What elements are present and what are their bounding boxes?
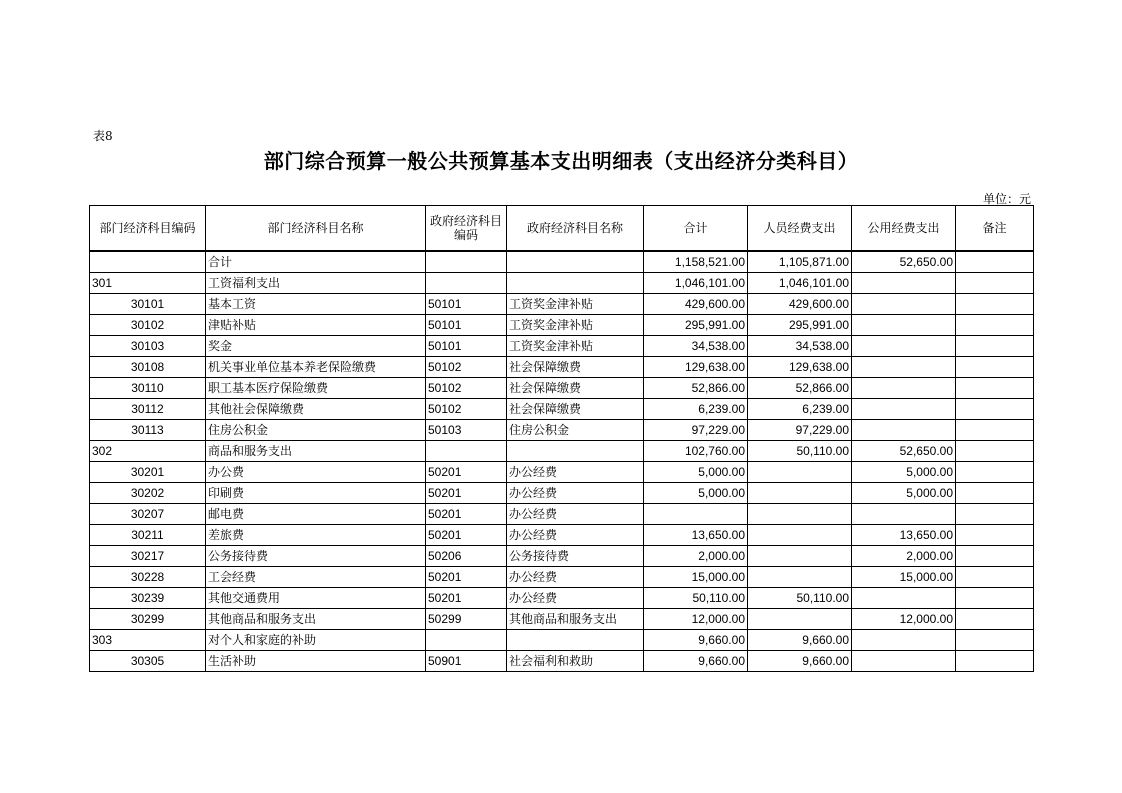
cell-personnel <box>748 546 852 567</box>
cell-dept-code: 30112 <box>90 399 206 420</box>
cell-total: 12,000.00 <box>644 609 748 630</box>
cell-total: 15,000.00 <box>644 567 748 588</box>
cell-remark <box>956 336 1034 357</box>
table-row <box>90 462 1034 483</box>
table-row <box>90 336 1034 357</box>
cell-public: 52,650.00 <box>852 441 956 462</box>
table-body <box>90 251 1034 672</box>
cell-remark <box>956 609 1034 630</box>
cell-remark <box>956 651 1034 672</box>
cell-remark <box>956 588 1034 609</box>
cell-public: 13,650.00 <box>852 525 956 546</box>
cell-total: 5,000.00 <box>644 462 748 483</box>
cell-public <box>852 399 956 420</box>
cell-dept-name: 其他交通费用 <box>206 588 426 609</box>
cell-personnel: 52,866.00 <box>748 378 852 399</box>
cell-dept-code: 302 <box>90 441 206 462</box>
cell-total: 129,638.00 <box>644 357 748 378</box>
cell-total: 1,046,101.00 <box>644 273 748 294</box>
cell-public <box>852 420 956 441</box>
cell-dept-code: 30102 <box>90 315 206 336</box>
cell-remark <box>956 441 1034 462</box>
cell-dept-name: 机关事业单位基本养老保险缴费 <box>206 357 426 378</box>
cell-gov-name: 办公经费 <box>507 483 644 504</box>
cell-gov-name <box>507 273 644 294</box>
table-row <box>90 294 1034 315</box>
cell-gov-name: 社会保障缴费 <box>507 357 644 378</box>
cell-dept-code: 30103 <box>90 336 206 357</box>
cell-total: 9,660.00 <box>644 630 748 651</box>
budget-table <box>89 205 1034 672</box>
cell-public: 2,000.00 <box>852 546 956 567</box>
cell-dept-code: 30110 <box>90 378 206 399</box>
cell-dept-code: 30101 <box>90 294 206 315</box>
table-row <box>90 609 1034 630</box>
cell-remark <box>956 504 1034 525</box>
cell-gov-name: 工资奖金津补贴 <box>507 294 644 315</box>
cell-gov-code <box>426 251 507 273</box>
column-header-total: 合计 <box>644 206 748 252</box>
column-header-gov-code: 政府经济科目编码 <box>426 206 507 252</box>
cell-remark <box>956 462 1034 483</box>
cell-dept-code: 30239 <box>90 588 206 609</box>
group-row <box>90 630 1034 651</box>
table-row <box>90 546 1034 567</box>
cell-total: 1,158,521.00 <box>644 251 748 273</box>
cell-personnel: 295,991.00 <box>748 315 852 336</box>
cell-dept-name: 职工基本医疗保险缴费 <box>206 378 426 399</box>
table-row <box>90 420 1034 441</box>
page-title: 部门综合预算一般公共预算基本支出明细表（支出经济分类科目） <box>263 149 859 173</box>
cell-dept-name: 奖金 <box>206 336 426 357</box>
cell-gov-code: 50201 <box>426 504 507 525</box>
cell-personnel: 34,538.00 <box>748 336 852 357</box>
cell-public: 12,000.00 <box>852 609 956 630</box>
cell-gov-code: 50901 <box>426 651 507 672</box>
cell-gov-name: 公务接待费 <box>507 546 644 567</box>
cell-remark <box>956 525 1034 546</box>
cell-dept-name: 商品和服务支出 <box>206 441 426 462</box>
cell-remark <box>956 420 1034 441</box>
cell-personnel <box>748 609 852 630</box>
cell-gov-code <box>426 273 507 294</box>
cell-gov-code: 50201 <box>426 483 507 504</box>
table-row <box>90 588 1034 609</box>
cell-gov-code: 50201 <box>426 567 507 588</box>
cell-remark <box>956 273 1034 294</box>
cell-gov-code: 50201 <box>426 525 507 546</box>
cell-dept-name: 邮电费 <box>206 504 426 525</box>
cell-remark <box>956 315 1034 336</box>
cell-total: 6,239.00 <box>644 399 748 420</box>
table-row <box>90 399 1034 420</box>
cell-public <box>852 504 956 525</box>
cell-dept-name: 印刷费 <box>206 483 426 504</box>
table-number-label: 表8 <box>93 129 113 143</box>
cell-public: 5,000.00 <box>852 483 956 504</box>
cell-personnel: 9,660.00 <box>748 651 852 672</box>
cell-dept-name: 津贴补贴 <box>206 315 426 336</box>
table-row <box>90 525 1034 546</box>
cell-total: 295,991.00 <box>644 315 748 336</box>
cell-personnel: 1,105,871.00 <box>748 251 852 273</box>
cell-dept-code: 30299 <box>90 609 206 630</box>
cell-public: 15,000.00 <box>852 567 956 588</box>
cell-gov-name: 办公经费 <box>507 588 644 609</box>
cell-dept-name: 工会经费 <box>206 567 426 588</box>
cell-remark <box>956 546 1034 567</box>
cell-personnel: 9,660.00 <box>748 630 852 651</box>
cell-total: 5,000.00 <box>644 483 748 504</box>
cell-public: 52,650.00 <box>852 251 956 273</box>
cell-dept-code: 30113 <box>90 420 206 441</box>
cell-public <box>852 273 956 294</box>
cell-personnel <box>748 525 852 546</box>
cell-remark <box>956 251 1034 273</box>
cell-gov-code <box>426 630 507 651</box>
cell-dept-code: 30202 <box>90 483 206 504</box>
cell-remark <box>956 630 1034 651</box>
column-header-public: 公用经费支出 <box>852 206 956 252</box>
cell-personnel: 97,229.00 <box>748 420 852 441</box>
cell-remark <box>956 567 1034 588</box>
cell-gov-name: 社会保障缴费 <box>507 399 644 420</box>
cell-public <box>852 336 956 357</box>
table-row <box>90 357 1034 378</box>
cell-dept-code: 30207 <box>90 504 206 525</box>
cell-dept-code: 30211 <box>90 525 206 546</box>
cell-remark <box>956 399 1034 420</box>
cell-personnel <box>748 462 852 483</box>
cell-gov-code: 50201 <box>426 462 507 483</box>
cell-dept-code <box>90 251 206 273</box>
cell-dept-code: 30201 <box>90 462 206 483</box>
group-row <box>90 441 1034 462</box>
cell-total: 34,538.00 <box>644 336 748 357</box>
cell-public <box>852 588 956 609</box>
cell-dept-code: 301 <box>90 273 206 294</box>
cell-dept-name: 公务接待费 <box>206 546 426 567</box>
cell-gov-code: 50103 <box>426 420 507 441</box>
cell-gov-name: 其他商品和服务支出 <box>507 609 644 630</box>
cell-personnel: 1,046,101.00 <box>748 273 852 294</box>
table-header-row <box>90 206 1034 252</box>
table-row <box>90 378 1034 399</box>
cell-personnel <box>748 567 852 588</box>
cell-gov-code: 50102 <box>426 399 507 420</box>
cell-public <box>852 651 956 672</box>
cell-total: 9,660.00 <box>644 651 748 672</box>
cell-gov-code: 50101 <box>426 336 507 357</box>
unit-label: 单位：元 <box>982 192 1031 206</box>
cell-gov-code <box>426 441 507 462</box>
cell-gov-name <box>507 441 644 462</box>
cell-dept-name: 对个人和家庭的补助 <box>206 630 426 651</box>
cell-dept-code: 30108 <box>90 357 206 378</box>
cell-dept-code: 303 <box>90 630 206 651</box>
cell-dept-name: 其他社会保障缴费 <box>206 399 426 420</box>
cell-total: 102,760.00 <box>644 441 748 462</box>
column-header-dept-code: 部门经济科目编码 <box>90 206 206 252</box>
column-header-remark: 备注 <box>956 206 1034 252</box>
cell-gov-name <box>507 630 644 651</box>
cell-dept-name: 差旅费 <box>206 525 426 546</box>
cell-gov-name: 住房公积金 <box>507 420 644 441</box>
cell-gov-name: 办公经费 <box>507 525 644 546</box>
cell-total: 429,600.00 <box>644 294 748 315</box>
cell-total: 50,110.00 <box>644 588 748 609</box>
cell-public <box>852 378 956 399</box>
column-header-personnel: 人员经费支出 <box>748 206 852 252</box>
cell-gov-name: 社会保障缴费 <box>507 378 644 399</box>
cell-dept-code: 30228 <box>90 567 206 588</box>
cell-gov-code: 50102 <box>426 357 507 378</box>
cell-personnel: 129,638.00 <box>748 357 852 378</box>
cell-remark <box>956 294 1034 315</box>
cell-dept-name: 生活补助 <box>206 651 426 672</box>
cell-public <box>852 315 956 336</box>
cell-dept-name: 住房公积金 <box>206 420 426 441</box>
cell-dept-name: 基本工资 <box>206 294 426 315</box>
cell-dept-name: 工资福利支出 <box>206 273 426 294</box>
cell-total: 52,866.00 <box>644 378 748 399</box>
cell-dept-name: 其他商品和服务支出 <box>206 609 426 630</box>
group-row <box>90 273 1034 294</box>
cell-gov-code: 50206 <box>426 546 507 567</box>
table-row <box>90 504 1034 525</box>
cell-remark <box>956 483 1034 504</box>
cell-gov-name: 办公经费 <box>507 462 644 483</box>
cell-remark <box>956 378 1034 399</box>
cell-dept-name: 合计 <box>206 251 426 273</box>
cell-public <box>852 630 956 651</box>
cell-total: 97,229.00 <box>644 420 748 441</box>
cell-public <box>852 357 956 378</box>
table-row <box>90 651 1034 672</box>
total-row <box>90 251 1034 273</box>
cell-total <box>644 504 748 525</box>
cell-gov-name: 工资奖金津补贴 <box>507 336 644 357</box>
table-row <box>90 315 1034 336</box>
cell-gov-name: 社会福利和救助 <box>507 651 644 672</box>
cell-personnel: 429,600.00 <box>748 294 852 315</box>
cell-dept-code: 30217 <box>90 546 206 567</box>
cell-gov-name: 办公经费 <box>507 567 644 588</box>
cell-gov-name <box>507 251 644 273</box>
table-row <box>90 567 1034 588</box>
cell-personnel: 50,110.00 <box>748 588 852 609</box>
cell-gov-code: 50101 <box>426 315 507 336</box>
cell-total: 2,000.00 <box>644 546 748 567</box>
cell-personnel: 6,239.00 <box>748 399 852 420</box>
cell-public: 5,000.00 <box>852 462 956 483</box>
cell-total: 13,650.00 <box>644 525 748 546</box>
cell-personnel <box>748 504 852 525</box>
cell-gov-code: 50299 <box>426 609 507 630</box>
cell-dept-code: 30305 <box>90 651 206 672</box>
column-header-dept-name: 部门经济科目名称 <box>206 206 426 252</box>
cell-public <box>852 294 956 315</box>
cell-gov-name: 办公经费 <box>507 504 644 525</box>
cell-dept-name: 办公费 <box>206 462 426 483</box>
cell-gov-code: 50101 <box>426 294 507 315</box>
cell-gov-code: 50201 <box>426 588 507 609</box>
cell-remark <box>956 357 1034 378</box>
table-row <box>90 483 1034 504</box>
cell-gov-name: 工资奖金津补贴 <box>507 315 644 336</box>
cell-personnel <box>748 483 852 504</box>
cell-gov-code: 50102 <box>426 378 507 399</box>
cell-personnel: 50,110.00 <box>748 441 852 462</box>
column-header-gov-name: 政府经济科目名称 <box>507 206 644 252</box>
